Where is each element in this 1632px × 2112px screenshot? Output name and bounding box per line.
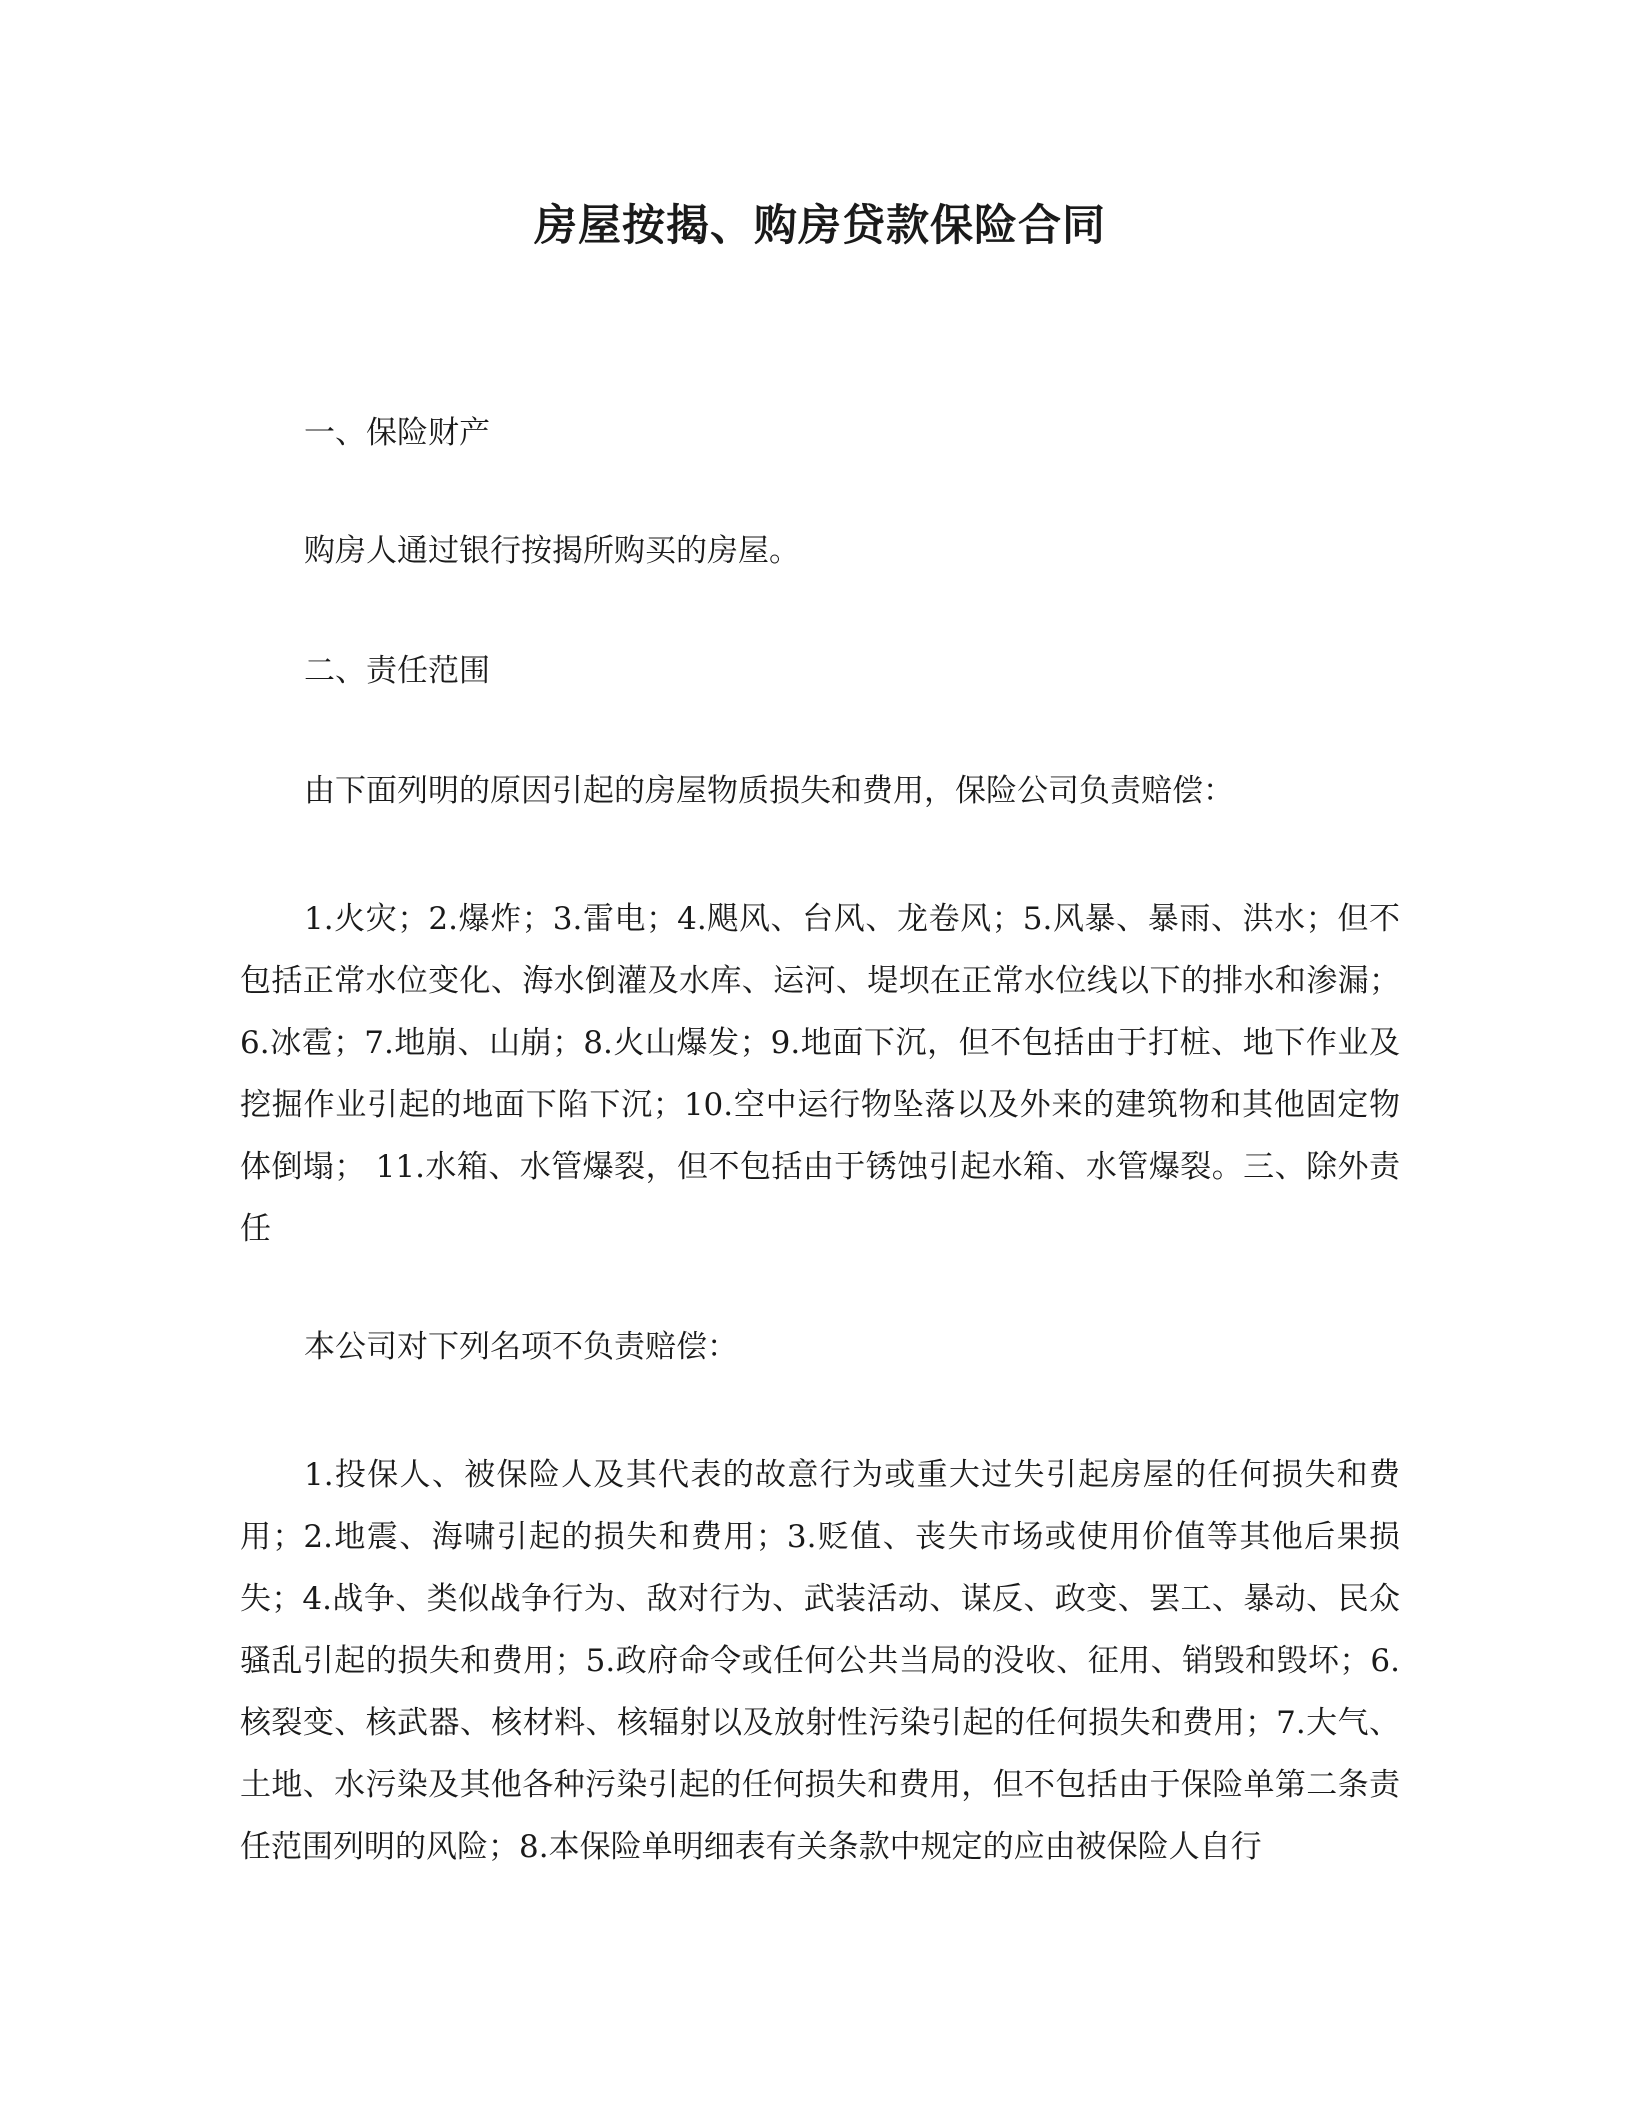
document-page: [240, 0, 1400, 2112]
paragraph-exclusions-intro: 本公司对下列名项不负责赔偿：: [304, 1329, 738, 1365]
paragraph-exclusions-list: 1.投保人、被保险人及其代表的故意行为或重大过失引起房屋的任何损失和费用；2.地震、海啸引起的损失和费用；3.贬值、丧失市场或使用价值等其他后果损失；4.战争、类似战争行为、敌对行为、武装活动、谋反、政变、罢工、暴动、民众骚乱引起的损失和费用；5.政府命令或任何公共当局的没收、征用、销毁和毁坏；6.核裂变、核武器、核材料、核辐射以及放射性污染引起的任何损失和费用；7.大气、土地、水污染及其他各种污染引起的任何损失和费用，但不包括由于保险单第二条责任范围列明的风险；8.本保险单明细表有关条款中规定的应由被保险人自行: [240, 1457, 1400, 1865]
paragraph-insured-property: 购房人通过银行按揭所购买的房屋。: [304, 533, 800, 569]
paragraph-liability-causes: 1.火灾；2.爆炸；3.雷电；4.飓风、台风、龙卷风；5.风暴、暴雨、洪水；但不包括正常水位变化、海水倒灌及水库、运河、堤坝在正常水位线以下的排水和渗漏；6.冰雹；7.地崩、山崩；8.火山爆发；9.地面下沉，但不包括由于打桩、地下作业及挖掘作业引起的地面下陷下沉；10.空中运行物坠落以及外来的建筑物和其他固定物体倒塌； 11.水箱、水管爆裂，但不包括由于锈蚀引起水箱、水管爆裂。三、除外责任: [240, 901, 1400, 1247]
section-heading-insured-property: 一、保险财产: [304, 415, 490, 451]
section-heading-scope-of-liability: 二、责任范围: [304, 653, 490, 689]
document-title: 房屋按揭、购房贷款保险合同: [534, 201, 1106, 251]
paragraph-liability-intro: 由下面列明的原因引起的房屋物质损失和费用，保险公司负责赔偿：: [304, 773, 1234, 809]
